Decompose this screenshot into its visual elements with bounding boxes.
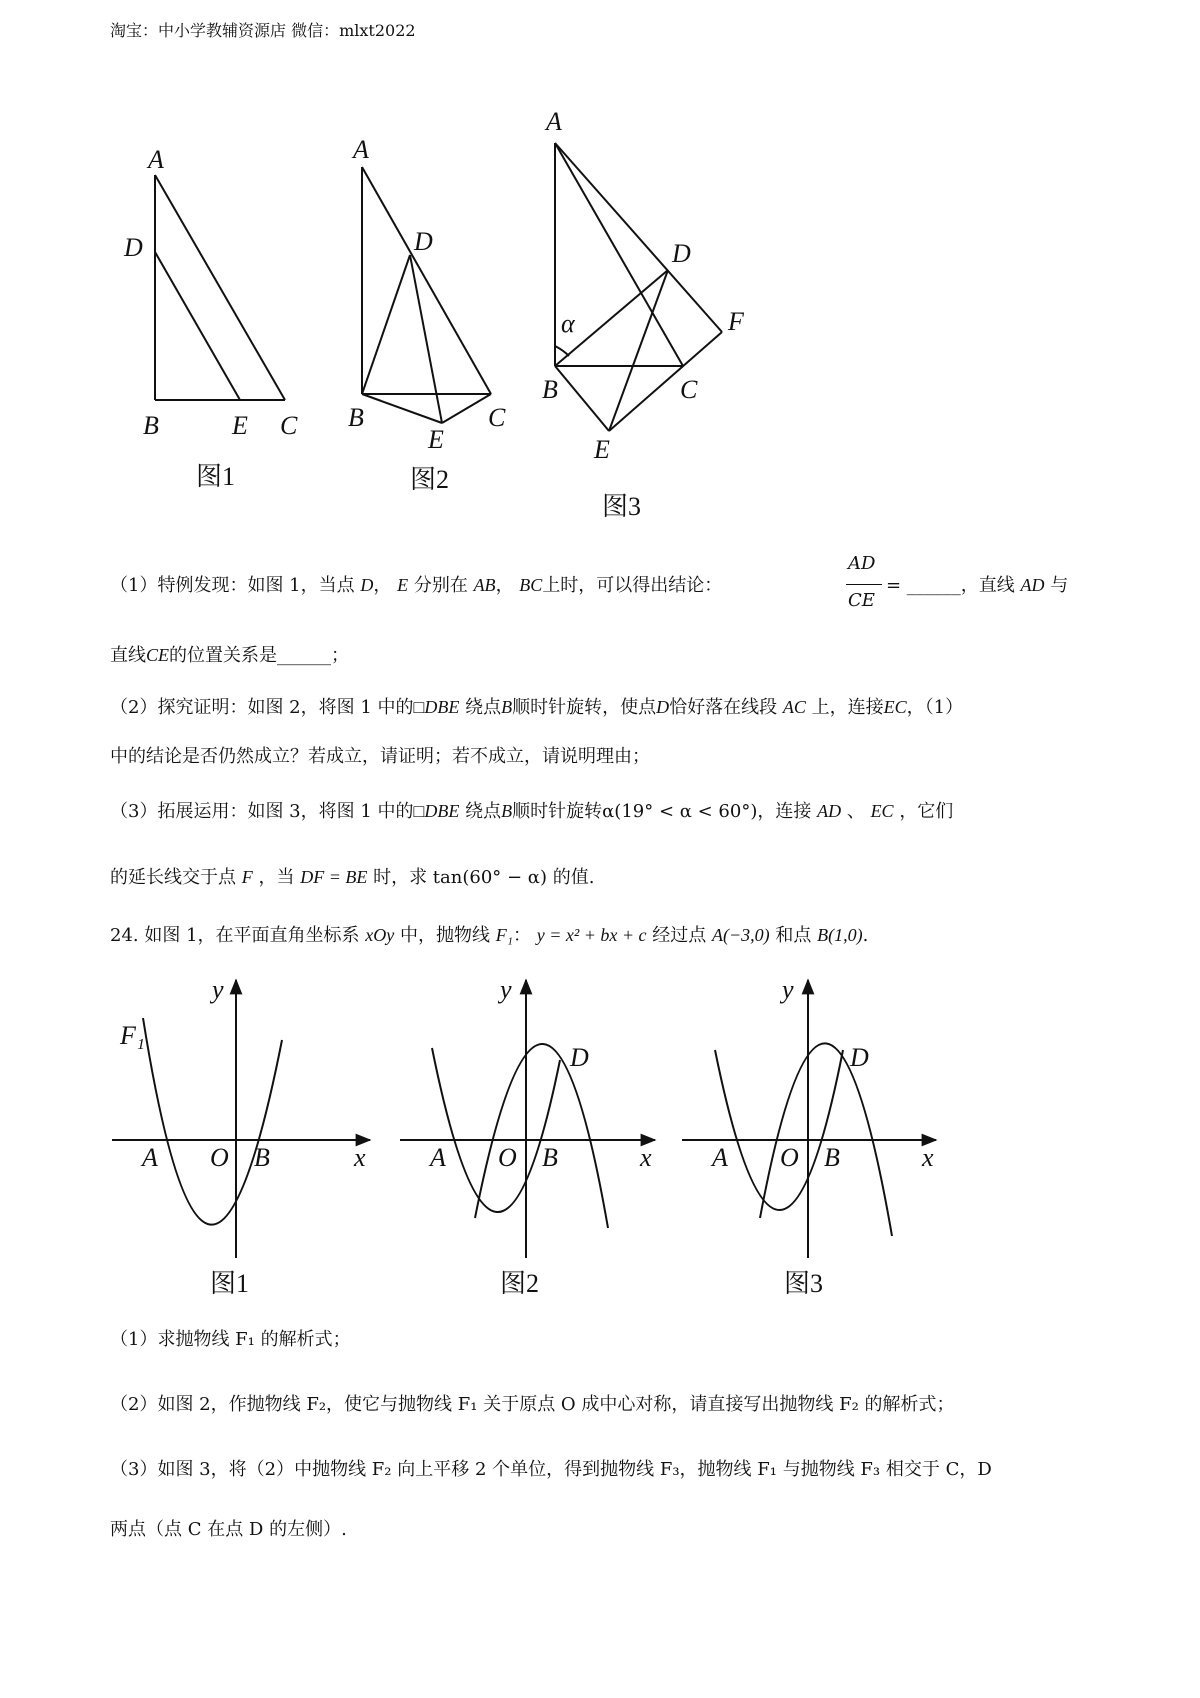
text: 中，抛物线 <box>399 925 490 946</box>
fig1-b-label: B <box>254 1143 270 1172</box>
text: 上，连接 <box>811 697 884 718</box>
point-a: A(−3,0) <box>711 925 770 945</box>
sym-ec: EC <box>870 801 894 821</box>
fig1-caption: 图1 <box>196 462 236 491</box>
fig2-label-d: D <box>414 227 433 256</box>
text: （1）特例发现：如图 1，当点 <box>110 575 355 596</box>
fig3-label-f: F <box>728 307 744 336</box>
text: 恰好落在线段 <box>669 697 778 718</box>
sym-e: E <box>397 575 409 595</box>
fig1-label-a: A <box>148 145 164 174</box>
fig1-caption: 图1 <box>210 1269 250 1298</box>
text: 顺时针旋转，使点 <box>512 697 657 718</box>
text: 顺时针旋转 <box>512 801 603 822</box>
q24-part2: （2）如图 2，作抛物线 F₂，使它与抛物线 F₁ 关于原点 O 成中心对称，请直接写出抛物线 F₂ 的解析式； <box>110 1394 955 1415</box>
fig3-y-label: y <box>782 975 794 1004</box>
text: 的延长线交于点 <box>110 867 236 888</box>
fig3-caption: 图3 <box>602 492 642 521</box>
fraction-numerator: AD <box>848 553 876 574</box>
q24-part1: （1）求抛物线 F₁ 的解析式； <box>110 1329 351 1350</box>
fig2-a-label: A <box>430 1143 446 1172</box>
text: 时，求 tan(60° − α) 的值. <box>373 867 595 888</box>
fig2-y-label: y <box>500 975 512 1004</box>
sym-f: F <box>241 867 253 887</box>
sym-ce: CE <box>146 645 170 665</box>
sym-b: B <box>501 697 513 717</box>
equation: y = x² + bx + c <box>536 925 647 945</box>
text: . <box>862 925 869 946</box>
text: 经过点 <box>652 925 707 946</box>
fig3-caption: 图3 <box>784 1269 824 1298</box>
fraction-denominator: CE <box>848 590 875 611</box>
sym-d: D <box>656 697 670 717</box>
text: （2）探究证明：如图 2，将图 1 中的 <box>110 697 414 718</box>
q24-part3-line2: 两点（点 C 在点 D 的左侧）. <box>110 1519 347 1540</box>
page-header: 淘宝：中小学教辅资源店 微信：mlxt2022 <box>110 21 416 40</box>
fig1-x-label: x <box>354 1143 366 1172</box>
fig1-y-label: y <box>212 975 224 1004</box>
fig3-label-d: D <box>672 239 691 268</box>
sym-xoy: xOy <box>365 925 395 945</box>
fig1-f1-label: F₁ <box>120 1021 145 1050</box>
text: 和点 <box>775 925 812 946</box>
fig1-a-label: A <box>142 1143 158 1172</box>
fig3-o-label: O <box>780 1143 799 1172</box>
sym-ad: AD <box>1020 575 1045 595</box>
text: 的位置关系是______； <box>169 645 350 666</box>
fig1-label-b: B <box>143 411 159 440</box>
fig3-label-a: A <box>546 107 562 136</box>
sym-f1: F₁ <box>495 925 513 945</box>
q24-part3-line1: （3）如图 3，将（2）中抛物线 F₂ 向上平移 2 个单位，得到抛物线 F₃，抛物线 F₁ 与抛物线 F₃ 相交于 C，D <box>110 1459 992 1480</box>
text: ，它们 <box>899 801 954 822</box>
sym-df-eq-be: DF = BE <box>300 867 368 887</box>
text: ， <box>495 575 514 596</box>
text: 上时，可以得出结论： <box>542 575 723 596</box>
text: 绕点 <box>465 801 502 822</box>
text: 绕点 <box>465 697 502 718</box>
point-b: B(1,0) <box>817 925 863 945</box>
coord-figure-1 <box>112 980 370 1258</box>
text: 直线 <box>110 645 146 666</box>
fig2-o-label: O <box>498 1143 517 1172</box>
sym-b: B <box>501 801 513 821</box>
text: ，（1） <box>906 697 964 718</box>
sym-ad: AD <box>817 801 842 821</box>
text: 24. 如图 1，在平面直角坐标系 <box>110 925 360 946</box>
fig1-label-d: D <box>124 233 143 262</box>
fig3-label-alpha: α <box>561 309 575 338</box>
fig2-label-e: E <box>428 425 444 454</box>
coord-figure-3 <box>682 980 936 1258</box>
fig2-label-a: A <box>353 135 369 164</box>
sym-ac: AC <box>782 697 806 717</box>
fig2-caption: 图2 <box>500 1269 540 1298</box>
text: 、 <box>846 801 865 822</box>
sym-bc: BC <box>519 575 543 595</box>
fig3-label-e: E <box>594 435 610 464</box>
text: ，当 <box>258 867 295 888</box>
fig3-b-label: B <box>824 1143 840 1172</box>
fig2-b-label: B <box>542 1143 558 1172</box>
fig2-caption: 图2 <box>410 465 450 494</box>
fig3-x-label: x <box>922 1143 934 1172</box>
coord-figure-2 <box>400 980 655 1258</box>
fig2-label-b: B <box>348 403 364 432</box>
text: ， <box>373 575 392 596</box>
text: = ______，直线 <box>886 575 1015 596</box>
text: α(19° < α < 60°)，连接 <box>602 801 812 822</box>
fig2-d-label: D <box>570 1043 589 1072</box>
fig1-label-c: C <box>280 411 298 440</box>
fig3-label-b: B <box>542 375 558 404</box>
text: ： <box>512 925 531 946</box>
fig1-label-e: E <box>232 411 248 440</box>
fig3-label-c: C <box>680 375 698 404</box>
text: （3）拓展运用：如图 3，将图 1 中的 <box>110 801 414 822</box>
fig3-d-label: D <box>850 1043 869 1072</box>
fig2-x-label: x <box>640 1143 652 1172</box>
sym-dbe: □DBE <box>413 801 460 821</box>
sym-d: D <box>360 575 374 595</box>
text: 与 <box>1050 575 1069 596</box>
q23-part2-line2: 中的结论是否仍然成立？若成立，请证明；若不成立，请说明理由； <box>110 746 650 767</box>
fig2-label-c: C <box>488 403 506 432</box>
fig1-o-label: O <box>210 1143 229 1172</box>
fig3-a-label: A <box>712 1143 728 1172</box>
sym-ec: EC <box>883 697 907 717</box>
text: 分别在 <box>413 575 468 596</box>
sym-dbe: □DBE <box>413 697 460 717</box>
sym-ab: AB <box>473 575 496 595</box>
